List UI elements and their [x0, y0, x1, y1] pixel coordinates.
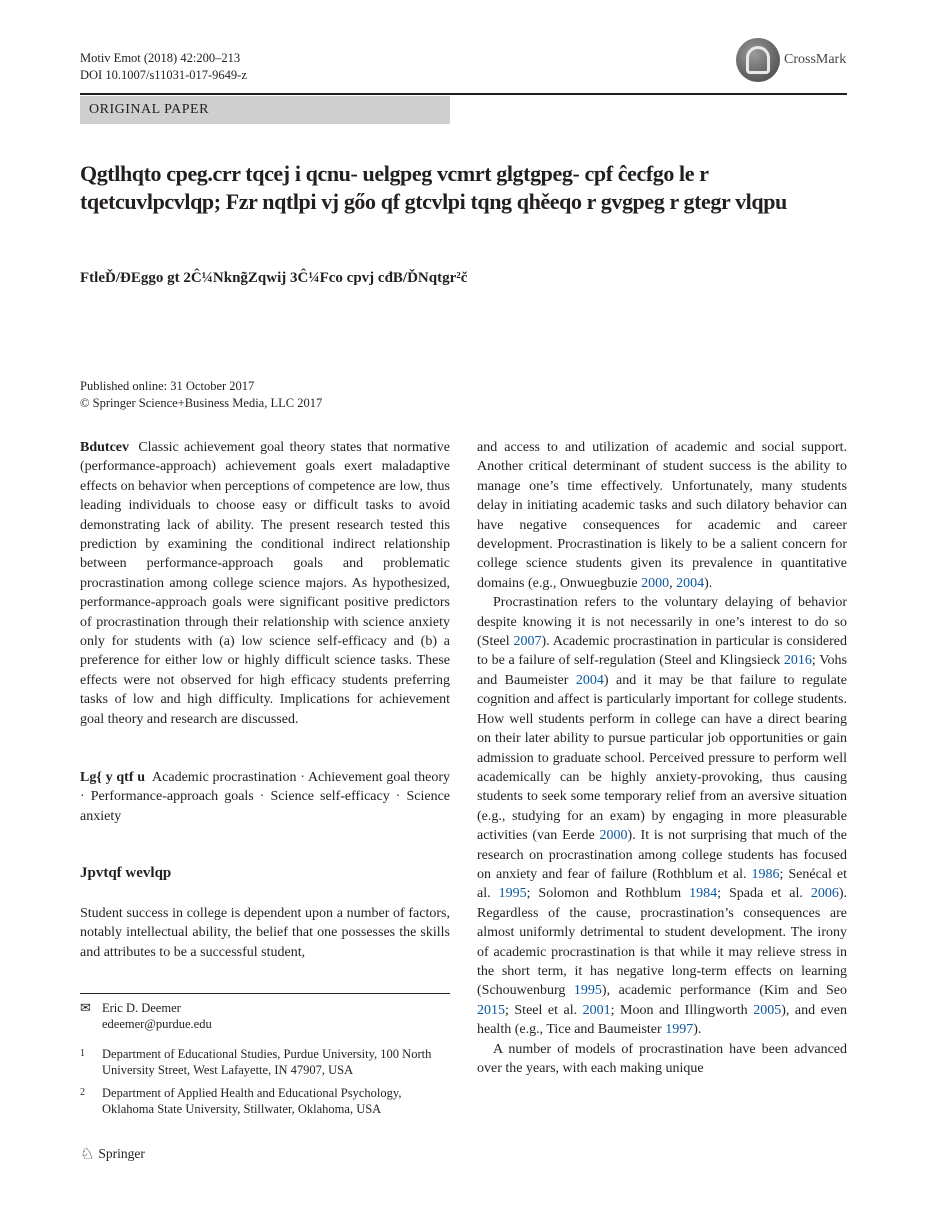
text-run: ; Moon and Illingworth	[610, 1002, 754, 1018]
citation-link[interactable]: 2000	[599, 828, 628, 844]
journal-info	[80, 50, 247, 84]
affiliation-2-number: 2	[80, 1087, 85, 1098]
crossmark-icon	[736, 38, 780, 82]
publication-info	[80, 378, 322, 412]
article-title: Qgtlhqto cpeg.crr tqcej i qcnu- uelgpeg vcmrt glgtgpeg- cpf ĉecfgo le r tqetcuvlpcvlqp; Fzr nqtlpi vj gőo qf gtcvlpi tqng qhěeqo r gvgpeg r gtegr vlqpu	[80, 161, 787, 214]
springer-horse-icon: ♘	[80, 1146, 95, 1163]
intro-left-paragraph	[80, 904, 450, 962]
citation-link[interactable]: 2004	[676, 575, 705, 591]
text-run: ) and it may be that failure to regulate cognition and affect is particularly important for college students. How well students perform in college can have a direct bearing on their later ability to pursue particular job opportunities or gain admission to graduate school. Perceived pressure to perform well academically can be highly anxiety-provoking, thus causing students to seek some temporary relief from an aversive situation (e.g., studying for an exam) by engaging in more pleasurable activities (van Eerde	[477, 672, 847, 844]
citation-link[interactable]: 2005	[753, 1002, 782, 1018]
text-run: ; Steel et al.	[505, 1002, 583, 1018]
citation-link[interactable]: 2015	[477, 1002, 505, 1018]
citation-link[interactable]: 1995	[573, 983, 602, 999]
section-heading-introduction: Jpvtqf wevlqp	[80, 865, 172, 881]
crossmark-badge[interactable]	[736, 38, 856, 84]
article-type-banner: ORIGINAL PAPER	[80, 96, 450, 124]
text-run: ). It is not surprising that much of the research on procrastination among college students has focused on anxiety and fear of failure (Rothblum et al.	[477, 828, 847, 882]
copyright: © Springer Science+Business Media, LLC 2017	[80, 396, 323, 410]
keywords-label: Lg{ y qtf u	[80, 770, 146, 785]
text-run: ). Regardless of the cause, procrastination’s consequences are almost uniformly detrimental to student development. The irony of academic procrastination is that while it may relieve stress in the short term, it has negative long-term effects on learning (Schouwenburg	[477, 886, 847, 999]
text-run: ), academic performance (Kim and Seo	[601, 983, 847, 999]
citation-link[interactable]: 1997	[665, 1022, 694, 1038]
citation-link[interactable]: 1986	[751, 866, 780, 882]
corresponding-email[interactable]: edeemer@purdue.edu	[102, 1017, 212, 1031]
affiliation-2	[80, 1085, 450, 1117]
affiliation-1	[80, 1046, 450, 1078]
text-run: ,	[669, 575, 677, 591]
doi[interactable]: DOI 10.1007/s11031-017-9649-z	[80, 68, 247, 82]
publisher-name: Springer	[98, 1146, 145, 1161]
publisher-logo	[80, 1144, 145, 1164]
citation-link[interactable]: 2006	[810, 886, 839, 902]
affiliation-1-text: Department of Educational Studies, Purdue University, 100 North University Street, West Lafayette, IN 47907, USA	[102, 1047, 432, 1077]
text-run: ; Vohs and Baumeister	[477, 653, 848, 688]
text-run: ; Senécal et al.	[477, 866, 847, 902]
affiliation-1-number: 1	[80, 1048, 85, 1059]
text-run: ; Spada et al.	[717, 886, 811, 902]
citation-link[interactable]: 1984	[689, 886, 718, 902]
text-run: ).	[704, 575, 713, 591]
citation-link[interactable]: 2016	[783, 653, 812, 669]
abstract-text: Classic achievement goal theory states that normative (performance-approach) achievement goals exert maladaptive effects on behavior when perceptions of competence are low, thus leading individuals to choose easy or difficult tasks to avoid demonstrating lack of ability. The present research tested this prediction by examining the conditional indirect relationship between performance-approach goals and problematic procrastination among college science majors. As hypothesized, performance-approach goals were significant positive predictors of procrastination through their relationship with science anxiety only for students with (a) low science self-efficacy and (b) a preference for either low or highly difficult science tasks. These effects were not observed for high efficacy students preferring tasks of low and high difficulty. Implications for achievement goal theory and research are discussed.	[80, 440, 451, 727]
journal-citation: Motiv Emot (2018) 42:200–213	[80, 51, 241, 65]
citation-link[interactable]: 1995	[498, 886, 527, 902]
affiliation-2-text: Department of Applied Health and Educational Psychology, Oklahoma State University, Stillwater, Oklahoma, USA	[102, 1086, 402, 1116]
author-list: FtleĎ/ĐEggo gt 2Ĉ¼Nkng̃Zqwij 3Ĉ¼Fco cpvj cđB/ĎNqtgr²č	[80, 270, 468, 286]
keywords	[80, 768, 450, 826]
text-run: Procrastination refers to the voluntary delaying of behavior despite knowing it is not necessarily in one’s interest to do so (Steel	[477, 595, 847, 650]
text-run: ), and even health (e.g., Tice and Baumeister	[477, 1002, 848, 1038]
paragraph-3: A number of models of procrastination have been advanced over the years, with each making unique	[477, 1041, 847, 1076]
text-run: ; Solomon and Rothblum	[526, 886, 690, 902]
paragraph-2	[477, 593, 847, 1039]
corresponding-author	[80, 1000, 450, 1032]
keywords-text: Academic procrastination · Achievement goal theory · Performance-approach goals · Science self-efficacy · Science anxiety	[80, 770, 450, 824]
header-rule	[80, 93, 847, 95]
corresponding-name: Eric D. Deemer	[102, 1001, 181, 1015]
published-online: Published online: 31 October 2017	[80, 379, 255, 393]
text-run: ). Academic procrastination in particular is considered to be a failure of self-regulation (Steel and Klingsieck	[477, 634, 847, 669]
right-column	[477, 438, 847, 1078]
citation-link[interactable]: 2000	[641, 575, 670, 591]
citation-link[interactable]: 2004	[575, 672, 604, 688]
text-run: ).	[693, 1022, 702, 1038]
abstract	[80, 438, 450, 729]
envelope-icon: ✉	[80, 1000, 91, 1015]
paragraph-1	[477, 438, 847, 593]
citation-link[interactable]: 2007	[513, 634, 542, 650]
text-run: and access to and utilization of academic and social support. Another critical determinant of student success is the ability to manage one’s time effectively. Unfortunately, many students delay in initiating academic tasks and such dilatory behavior can have negative consequences for academic and career development. Procrastination is likely to be a salient concern for college science students given its prevalence in quantitative domains (e.g., Onwuegbuzie	[477, 440, 847, 591]
intro-left-text: Student success in college is dependent upon a number of factors, notably intellectual ability, the belief that one possesses the skills and attributes to be a successful student,	[80, 906, 450, 960]
footnote-rule	[80, 993, 450, 994]
abstract-label: Bdutcev	[80, 440, 129, 455]
crossmark-label: CrossMark	[784, 52, 847, 67]
citation-link[interactable]: 2001	[582, 1002, 611, 1018]
